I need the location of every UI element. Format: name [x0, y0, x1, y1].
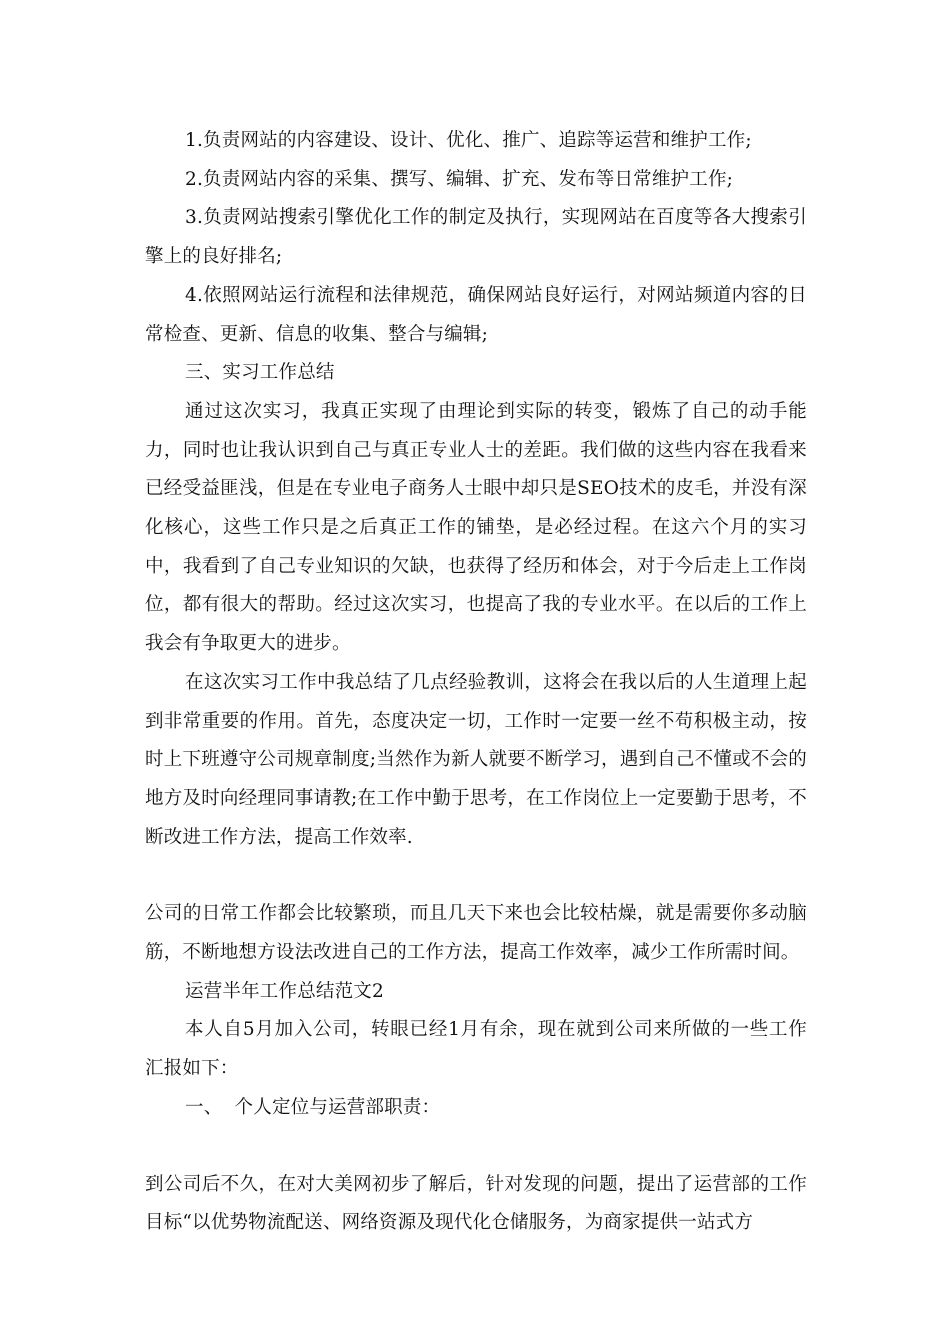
duty-item-2: 2.负责网站内容的采集、撰写、编辑、扩充、发布等日常维护工作;: [185, 168, 734, 190]
paragraph-gap: [145, 1128, 807, 1166]
summary-paragraph-1: 通过这次实习，我真正实现了由理论到实际的转变，锻炼了自己的动手能力，同时也让我认识到自己与真正专业人士的差距。我们做的这些内容在我看来已经受益匪浅，但是在专业电子商务人士眼中却只是SEO技术的皮毛，并没有深化核心，这些工作只是之后真正工作的铺垫，是必经过程。在这六个月的实习中，我看到了自己专业知识的欠缺，也获得了经历和体会，对于今后走上工作岗位，都有很大的帮助。经过这次实习，也提高了我的专业水平。在以后的工作上我会有争取更大的进步。: [145, 400, 807, 655]
duty-item-3: 3.负责网站搜索引擎优化工作的制定及执行，实现网站在百度等各大搜索引擎上的良好排名;: [145, 207, 807, 268]
intro-paragraph: 本人自5月加入公司，转眼已经1月有余，现在就到公司来所做的一些工作汇报如下：: [145, 1019, 807, 1080]
section-heading-internship-summary: 三、实习工作总结: [185, 362, 335, 384]
paragraph-gap: [145, 857, 807, 895]
daily-work-paragraph: 公司的日常工作都会比较繁琐，而且几天下来也会比较枯燥，就是需要你多动脑筋，不断地想方设法改进自己的工作方法，提高工作效率，减少工作所需时间。: [145, 903, 807, 964]
document-body: [145, 122, 807, 1243]
section-heading-positioning: 一、 个人定位与运营部职责：: [185, 1096, 441, 1118]
duty-item-4: 4.依照网站运行流程和法律规范，确保网站良好运行，对网站频道内容的日常检查、更新、信息的收集、整合与编辑;: [145, 284, 807, 345]
goal-paragraph: 到公司后不久，在对大美网初步了解后，针对发现的问题，提出了运营部的工作目标“以优势物流配送、网络资源及现代化仓储服务，为商家提供一站式方: [145, 1173, 807, 1234]
article-title-2: 运营半年工作总结范文2: [185, 980, 384, 1002]
duty-item-1: 1.负责网站的内容建设、设计、优化、推广、追踪等运营和维护工作;: [185, 130, 752, 151]
summary-paragraph-2: 在这次实习工作中我总结了几点经验教训，这将会在我以后的人生道理上起到非常重要的作用。首先，态度决定一切，工作时一定要一丝不苟积极主动，按时上下班遵守公司规章制度;当然作为新人就要不断学习，遇到自己不懂或不会的地方及时向经理同事请教;在工作中勤于思考，在工作岗位上一定要勤于思考，不断改进工作方法，提高工作效率.: [145, 671, 807, 848]
